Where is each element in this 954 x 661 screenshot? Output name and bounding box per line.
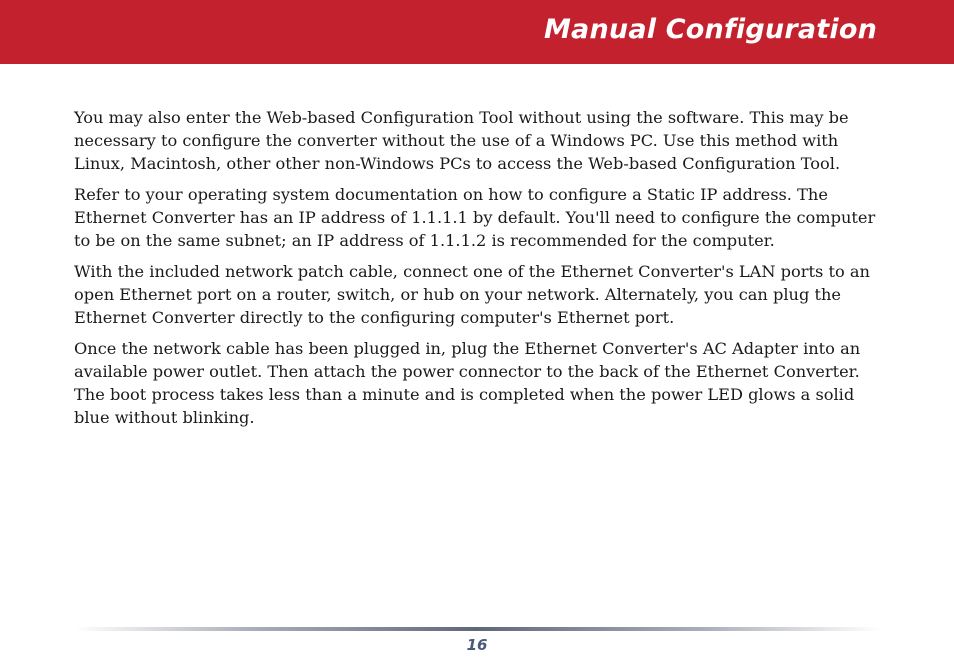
page-number: 16 (466, 636, 488, 654)
header-bar (0, 0, 954, 64)
paragraph-power: Once the network cable has been plugged in, plug the Ethernet Converter's AC Adapter into an available power outlet. Then attach the power connector to the back of the Ethernet Converter. The boot process takes less than a minute and is completed when the power LED glows a solid blue without blinking. (74, 339, 861, 427)
paragraph-static-ip: Refer to your operating system documentation on how to configure a Static IP address. The Ethernet Converter has an IP address of 1.1.1.1 by default. You'll need to configure the computer to be on the same subnet; an IP address of 1.1.1.2 is recommended for the computer. (74, 185, 876, 250)
paragraph-intro: You may also enter the Web-based Configuration Tool without using the software. This may be necessary to configure the converter without the use of a Windows PC. Use this method with Linux, Macintosh, other other non-Windows PCs to access the Web-based Configuration Tool. (74, 108, 849, 173)
footer-divider (74, 627, 880, 631)
body-text (74, 106, 882, 437)
page-title: Manual Configuration (543, 14, 877, 45)
paragraph-patch-cable: With the included network patch cable, connect one of the Ethernet Converter's LAN ports to an open Ethernet port on a router, switch, or hub on your network. Alternately, you can plug the Ethernet Converter directly to the configuring computer's Ethernet port. (74, 262, 870, 327)
